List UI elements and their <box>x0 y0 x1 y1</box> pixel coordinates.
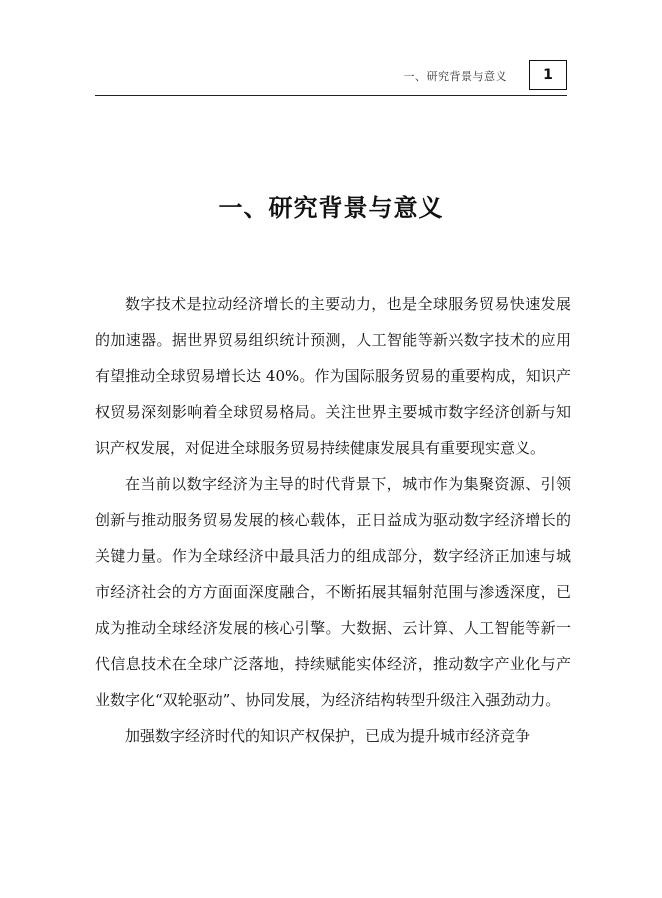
paragraph: 数字技术是拉动经济增长的主要动力，也是全球服务贸易快速发展的加速器。据世界贸易组织统计预测，人工智能等新兴数字技术的应用有望推动全球贸易增长达 40%。作为国际服务贸易的重要构成，知识产权贸易深刻影响着全球贸易格局。关注世界主要城市数字经济创新与知识产权发展，对促进全球服务贸易持续健康发展具有重要现实意义。 <box>95 295 571 457</box>
paragraph: 加强数字经济时代的知识产权保护，已成为提升城市经济竞争 <box>125 727 531 745</box>
page-number: 1 <box>529 60 567 90</box>
chapter-title: 一、研究背景与意义 <box>218 194 444 222</box>
paragraph: 在当前以数字经济为主导的时代背景下，城市作为集聚资源、引领创新与推动服务贸易发展的核心载体，正日益成为驱动数字经济增长的关键力量。作为全球经济中最具活力的组成部分，数字经济正加速与城市经济社会的方方面面深度融合，不断拓展其辐射范围与渗透深度，已成为推动全球经济发展的核心引擎。大数据、云计算、人工智能等新一代信息技术在全球广泛落地，持续赋能实体经济，推动数字产业化与产业数字化“双轮驱动”、协同发展，为经济结构转型升级注入强劲动力。 <box>95 475 571 709</box>
body-text <box>95 286 571 754</box>
running-header <box>95 58 567 96</box>
running-header-title: 一、研究背景与意义 <box>403 70 507 83</box>
